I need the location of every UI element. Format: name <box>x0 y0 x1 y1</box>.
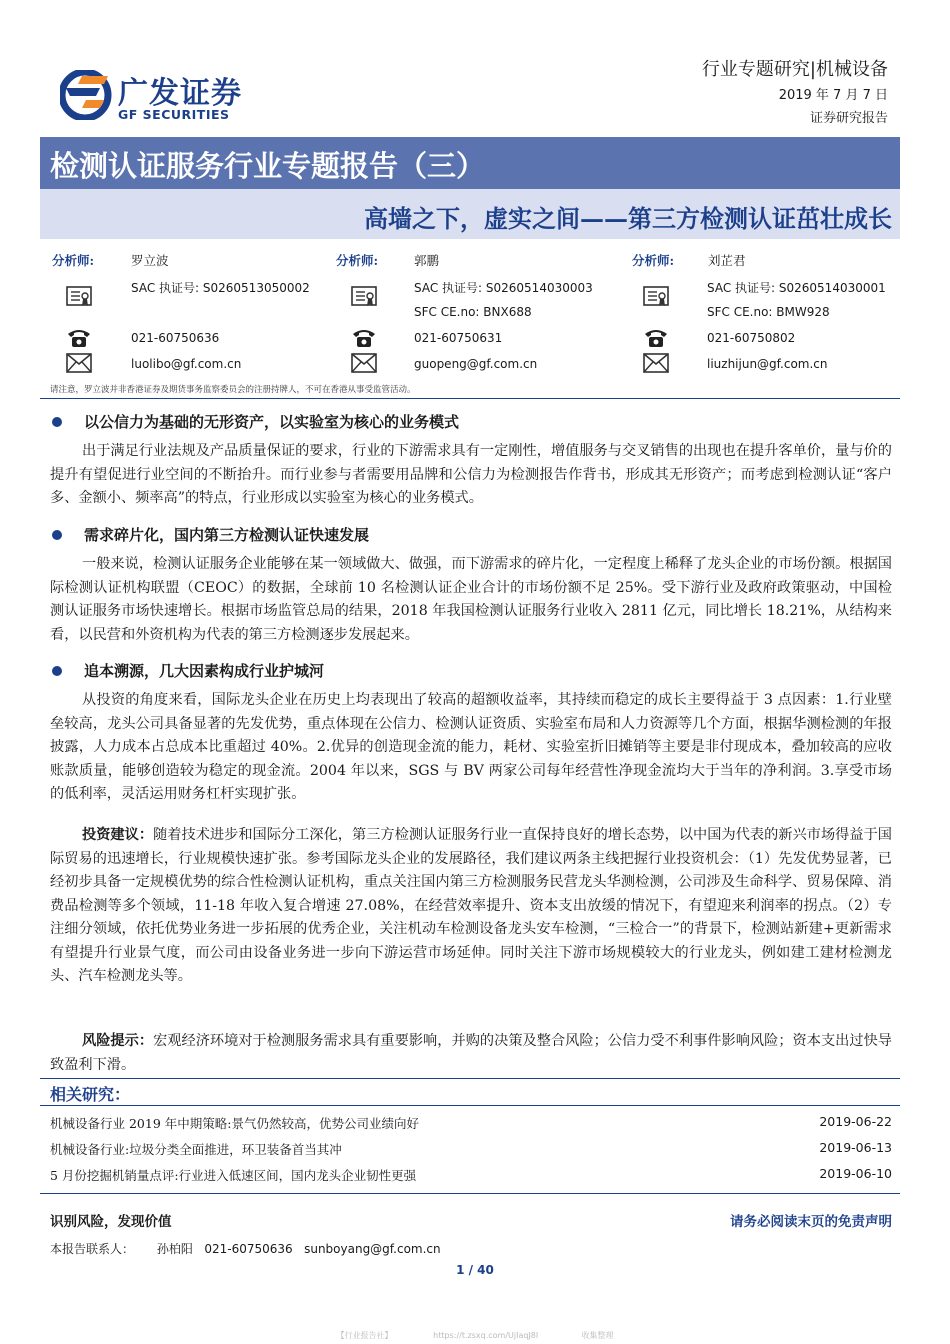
investment-advice-label: 投资建议： <box>82 827 154 843</box>
certificate-icon <box>643 286 669 308</box>
analyst-email[interactable]: liuzhijun@gf.com.cn <box>707 357 828 371</box>
bullet-icon <box>52 417 62 427</box>
analyst-phone: 021-60750802 <box>707 331 796 345</box>
analyst-sac: SAC 执证号: S0260513050002 <box>131 281 310 295</box>
certificate-icon <box>351 286 377 308</box>
risk-warning <box>50 1030 892 1077</box>
report-date: 2019 年 7 月 7 日 <box>778 88 888 103</box>
section-paragraph: 出于满足行业法规及产品质量保证的要求，行业的下游需求具有一定刚性，增值服务与交叉销售的出现也在提升客单价，量与价的提升有望促进行业空间的不断抬升。而行业参与者需要用品牌和公信力为检测报告作背书，形成其无形资产；而考虑到检测认证“客户多、金额小、频率高”的特点，行业形成以实验室为核心的业务模式。 <box>50 443 892 506</box>
section-title: 以公信力为基础的无形资产，以实验室为核心的业务模式 <box>84 413 460 431</box>
analyst-sfc: SFC CE.no: BNX688 <box>414 305 532 319</box>
report-category: 行业专题研究|机械设备 <box>701 59 888 80</box>
brand-name-en: GF SECURITIES <box>118 107 230 122</box>
investment-advice-text: 随着技术进步和国际分工深化，第三方检测认证服务行业一直保持良好的增长态势，以中国为代表的新兴市场得益于国际贸易的迅速增长，行业规模快速扩张。参考国际龙头企业的发展路径，我们建议两条主线把握行业投资机会：（1）先发优势显著，已经初步具备一定规模优势的综合性检测认证机构，重点关注国内第三方检测服务民营龙头华测检测，公司涉及生命科学、贸易保障、消费品检测等多个领域，11-18 年收入复合增速 27.08%，在经营效率提升、资本支出放缓的情况下，有望迎来利润率的拐点。（2）专注细分领域，依托优势业务进一步拓展的优秀企业，关注机动车检测设备龙头安车检测，“三检合一”的背景下，检测站新建+更新需求有望提升行业景气度，而公司由设备业务进一步向下游运营市场延伸。同时关注下游市场规模较大的行业龙头，例如建工建材检测龙头、汽车检测龙头等。 <box>50 827 892 984</box>
email-icon <box>643 352 669 374</box>
compliance-note: 请注意，罗立波并非香港证券及期货事务监察委员会的注册持牌人，不可在香港从事受监管活动。 <box>50 385 416 395</box>
analyst-email[interactable]: guopeng@gf.com.cn <box>414 357 538 371</box>
related-item-date: 2019-06-10 <box>819 1166 892 1181</box>
analyst-name: 郭鹏 <box>414 253 440 268</box>
investment-advice <box>50 824 892 989</box>
divider <box>40 1193 900 1194</box>
related-research-title: 相关研究： <box>50 1085 131 1104</box>
analyst-name: 罗立波 <box>131 253 169 268</box>
section-paragraph: 一般来说，检测认证服务企业能够在某一领域做大、做强，而下游需求的碎片化，一定程度上稀释了龙头企业的市场份额。根据国际检测认证机构联盟（CEOC）的数据，全球前 10 名检测认证企业合计的市场份额不足 25%。受下游行业及政府政策驱动，中国检测认证服务市场快速增长。根据市场监管总局的结果，2018 年我国检测认证服务行业收入 2811 亿元，同比增长 18.21%，从结构来看，以民营和外资机构为代表的第三方检测逐步发展起来。 <box>50 556 892 643</box>
analyst-sac: SAC 执证号: S0260514030003 <box>414 281 593 295</box>
analyst-name: 刘芷君 <box>708 253 746 268</box>
analyst-phone: 021-60750636 <box>131 331 220 345</box>
related-item-date: 2019-06-13 <box>819 1140 892 1155</box>
bullet-icon <box>52 666 62 676</box>
risk-warning-label: 风险提示： <box>82 1033 154 1049</box>
related-item-title[interactable]: 机械设备行业 2019 年中期策略:景气仍然较高，优势公司业绩向好 <box>50 1116 419 1131</box>
page-number: 1 / 40 <box>456 1263 494 1277</box>
certificate-icon <box>66 286 92 308</box>
analyst-phone: 021-60750631 <box>414 331 503 345</box>
report-contact: 本报告联系人： 孙柏阳 021-60750636 sunboyang@gf.com.cn <box>50 1242 441 1256</box>
phone-icon <box>66 327 92 349</box>
related-item-title[interactable]: 5 月份挖掘机销量点评:行业进入低速区间，国内龙头企业韧性更强 <box>50 1168 417 1183</box>
analyst-label: 分析师: <box>632 253 675 268</box>
section-title: 追本溯源，几大因素构成行业护城河 <box>84 662 325 680</box>
analyst-label: 分析师: <box>52 253 95 268</box>
brand-logo-icon <box>60 70 112 120</box>
brand-name-cn: 广发证券 <box>118 76 242 111</box>
related-item[interactable] <box>50 1166 892 1186</box>
related-item-date: 2019-06-22 <box>819 1114 892 1129</box>
divider <box>40 398 900 399</box>
footer-slogan: 识别风险，发现价值 <box>50 1214 172 1230</box>
related-item-title[interactable]: 机械设备行业:垃圾分类全面推进，环卫装备首当其冲 <box>50 1142 342 1157</box>
section-title: 需求碎片化，国内第三方检测认证快速发展 <box>84 526 370 544</box>
email-icon <box>351 352 377 374</box>
related-item[interactable] <box>50 1140 892 1160</box>
analyst-email[interactable]: luolibo@gf.com.cn <box>131 357 242 371</box>
analyst-sac: SAC 执证号: S0260514030001 <box>707 281 886 295</box>
page-subtitle: 高墙之下，虚实之间——第三方检测认证茁壮成长 <box>364 204 892 233</box>
section-paragraph: 从投资的角度来看，国际龙头企业在历史上均表现出了较高的超额收益率，其持续而稳定的成长主要得益于 3 点因素：1.行业壁垒较高，龙头公司具备显著的先发优势，重点体现在公信力、检测认证资质、实验室布局和人力资源等几个方面，根据华测检测的年报披露，人力成本占总成本比重超过 40%。2.优异的创造现金流的能力，耗材、实验室折旧摊销等主要是非付现成本，叠加较高的应收账款质量，能够创造较为稳定的现金流。2004 年以来，SGS 与 BV 两家公司每年经营性净现金流均大于当年的净利润。3.享受市场的低利率，灵活运用财务杠杆实现扩张。 <box>50 692 892 802</box>
page-title: 检测认证服务行业专题报告（三） <box>50 149 486 183</box>
analyst-label: 分析师: <box>336 253 379 268</box>
related-item[interactable] <box>50 1114 892 1134</box>
phone-icon <box>643 327 669 349</box>
email-icon <box>66 352 92 374</box>
bullet-icon <box>52 530 62 540</box>
footer-disclaimer-link[interactable]: 请务必阅读末页的免责声明 <box>730 1214 892 1230</box>
watermark: 【行业报告社】 https://t.zsxq.com/UjIaqJ8I 收集整理 <box>336 1331 614 1340</box>
report-type: 证券研究报告 <box>809 111 888 126</box>
phone-icon <box>351 327 377 349</box>
divider <box>40 1105 900 1106</box>
risk-warning-text: 宏观经济环境对于检测服务需求具有重要影响，并购的决策及整合风险；公信力受不利事件影响风险；资本支出过快导致盈利下滑。 <box>50 1033 892 1073</box>
divider <box>40 1078 900 1079</box>
analyst-sfc: SFC CE.no: BMW928 <box>707 305 830 319</box>
